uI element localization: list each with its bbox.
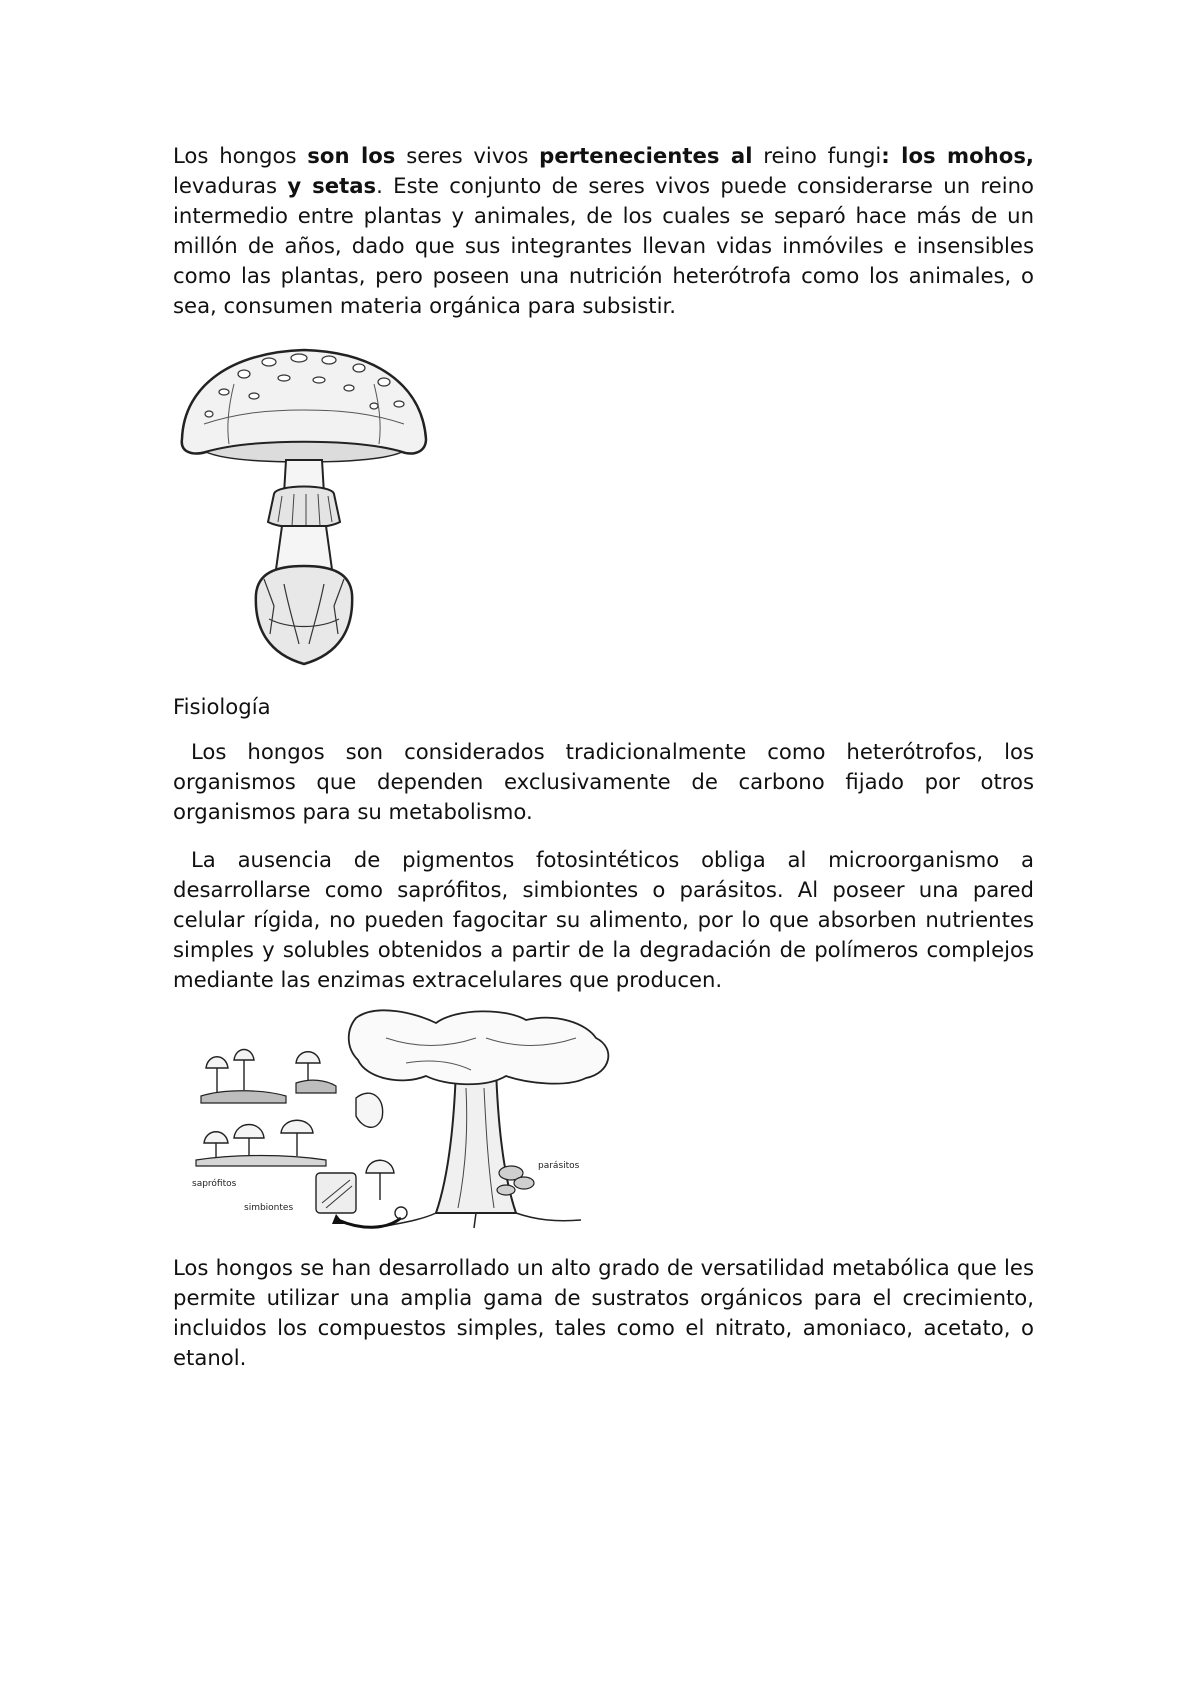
fisiologia-paragraph-1-text: Los hongos son considerados tradicionalmente como heterótrofos, los organismos que dependen exclusivamente de carbono fijado por otros organismos para su metabolismo.	[173, 739, 1034, 824]
fisiologia-paragraph-2	[173, 845, 1034, 995]
intro-paragraph	[173, 141, 1034, 321]
fungi-habitats-illustration-icon	[186, 1008, 631, 1233]
intro-text-4: levaduras	[173, 173, 288, 198]
intro-bold-1: son los	[307, 143, 396, 168]
intro-bold-3: : los mohos,	[881, 143, 1034, 168]
fisiologia-paragraph-1	[173, 737, 1034, 827]
label-parasitos: parásitos	[538, 1161, 580, 1171]
versatilidad-paragraph: Los hongos se han desarrollado un alto grado de versatilidad metabólica que les permite utilizar una amplia gama de sustratos orgánicos para el crecimiento, incluidos los compuestos simples, tales como el nitrato, amoniaco, acetato, o etanol.	[173, 1255, 1034, 1370]
fisiologia-paragraph-2-text: La ausencia de pigmentos fotosintéticos obliga al microorganismo a desarrollarse como saprófitos, simbiontes o parásitos. Al poseer una pared celular rígida, no pueden fagocitar su alimento, por lo que absorben nutrientes simples y solubles obtenidos a partir de la degradación de polímeros complejos mediante las enzimas extracelulares que producen.	[173, 847, 1034, 992]
label-simbiontes: simbiontes	[244, 1203, 294, 1213]
intro-bold-2: pertenecientes al	[539, 143, 753, 168]
intro-bold-4: y setas	[287, 173, 377, 198]
intro-text-2: seres vivos	[395, 143, 540, 168]
section-heading-fisiologia: Fisiología	[173, 694, 271, 719]
intro-text-1: Los hongos	[173, 143, 308, 168]
mushroom-illustration-icon	[174, 344, 434, 674]
label-saprofitos: saprófitos	[192, 1179, 237, 1189]
intro-text-3: reino fungi	[752, 143, 882, 168]
intro-text-5: . Este conjunto de seres vivos puede considerarse un reino intermedio entre plantas y animales, de los cuales se separó hace más de un millón de años, dado que sus integrantes llevan vidas inmóviles e insensibles como las plantas, pero poseen una nutrición heterótrofa como los animales, o sea, consumen materia orgánica para subsistir.	[173, 173, 1034, 318]
